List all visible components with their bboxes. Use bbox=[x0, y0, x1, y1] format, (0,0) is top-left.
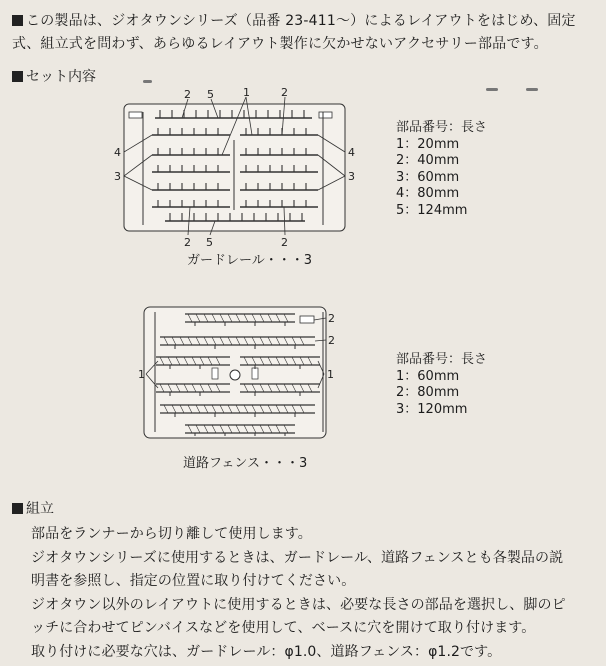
guardrail-label: 2 bbox=[281, 236, 288, 249]
fence-label: 2 bbox=[328, 334, 335, 347]
fence-label: 1 bbox=[138, 368, 145, 381]
spec-item: 5：124mm bbox=[396, 202, 468, 218]
fence-spec bbox=[396, 352, 487, 418]
guardrail-label: 2 bbox=[184, 88, 191, 101]
set-contents-heading: セット内容 bbox=[12, 68, 96, 86]
fence-label: 2 bbox=[328, 312, 335, 325]
assembly-section bbox=[12, 500, 602, 664]
assembly-heading: 組立 bbox=[12, 500, 602, 518]
intro-line: この製品は、ジオタウンシリーズ（品番 23-411～）によるレイアウトをはじめ、固定 bbox=[12, 10, 598, 33]
fence-caption: 道路フェンス・・・3 bbox=[183, 456, 308, 471]
guardrail-label: 5 bbox=[206, 236, 213, 249]
spec-title: 部品番号：長さ bbox=[396, 352, 488, 367]
spec-item: 3：120mm bbox=[396, 401, 468, 417]
spec-title: 部品番号：長さ bbox=[396, 120, 488, 135]
guardrail-label: 5 bbox=[207, 88, 214, 101]
guardrail-label: 1 bbox=[243, 86, 250, 99]
guardrail-label: 4 bbox=[348, 146, 355, 159]
assembly-line: ッチに合わせてピンバイスなどを使用して、ベースに穴を開けて取り付けます。 bbox=[31, 620, 536, 636]
fence-label: 1 bbox=[327, 368, 334, 381]
spec-item: 2：40mm bbox=[396, 153, 460, 169]
guardrail-caption: ガードレール・・・3 bbox=[187, 253, 313, 268]
spec-item: 2：80mm bbox=[396, 385, 460, 401]
spec-item: 1：60mm bbox=[396, 368, 460, 384]
guardrail-label: 3 bbox=[348, 170, 355, 183]
spec-item: 3：60mm bbox=[396, 169, 460, 185]
assembly-line: ジオタウンシリーズに使用するときは、ガードレール、道路フェンスとも各製品の説 bbox=[31, 549, 564, 566]
assembly-paragraph bbox=[12, 523, 602, 664]
intro-line: 式、組立式を問わず、あらゆるレイアウト製作に欠かせないアクセサリー部品です。 bbox=[12, 36, 548, 52]
guardrail-label: 2 bbox=[281, 86, 288, 99]
assembly-line: 取り付けに必要な穴は、ガードレール：φ1.0、道路フェンス：φ1.2です。 bbox=[31, 643, 502, 660]
guardrail-sprue-diagram bbox=[124, 97, 345, 235]
guardrail-label: 2 bbox=[184, 236, 191, 249]
guardrail-spec bbox=[396, 120, 487, 220]
assembly-line: 明書を参照し、指定の位置に取り付けてください。 bbox=[31, 573, 356, 589]
fence-sprue-diagram bbox=[144, 307, 326, 438]
guardrail-label: 3 bbox=[114, 170, 121, 183]
square-bullet-icon bbox=[12, 503, 23, 514]
assembly-line: 部品をランナーから切り離して使用します。 bbox=[31, 526, 312, 542]
guardrail-label: 4 bbox=[114, 146, 121, 159]
spec-item: 1：20mm bbox=[396, 136, 460, 152]
assembly-line: ジオタウン以外のレイアウトに使用するときは、必要な長さの部品を選択し、脚のピ bbox=[31, 596, 566, 613]
spec-item: 4：80mm bbox=[396, 186, 460, 202]
